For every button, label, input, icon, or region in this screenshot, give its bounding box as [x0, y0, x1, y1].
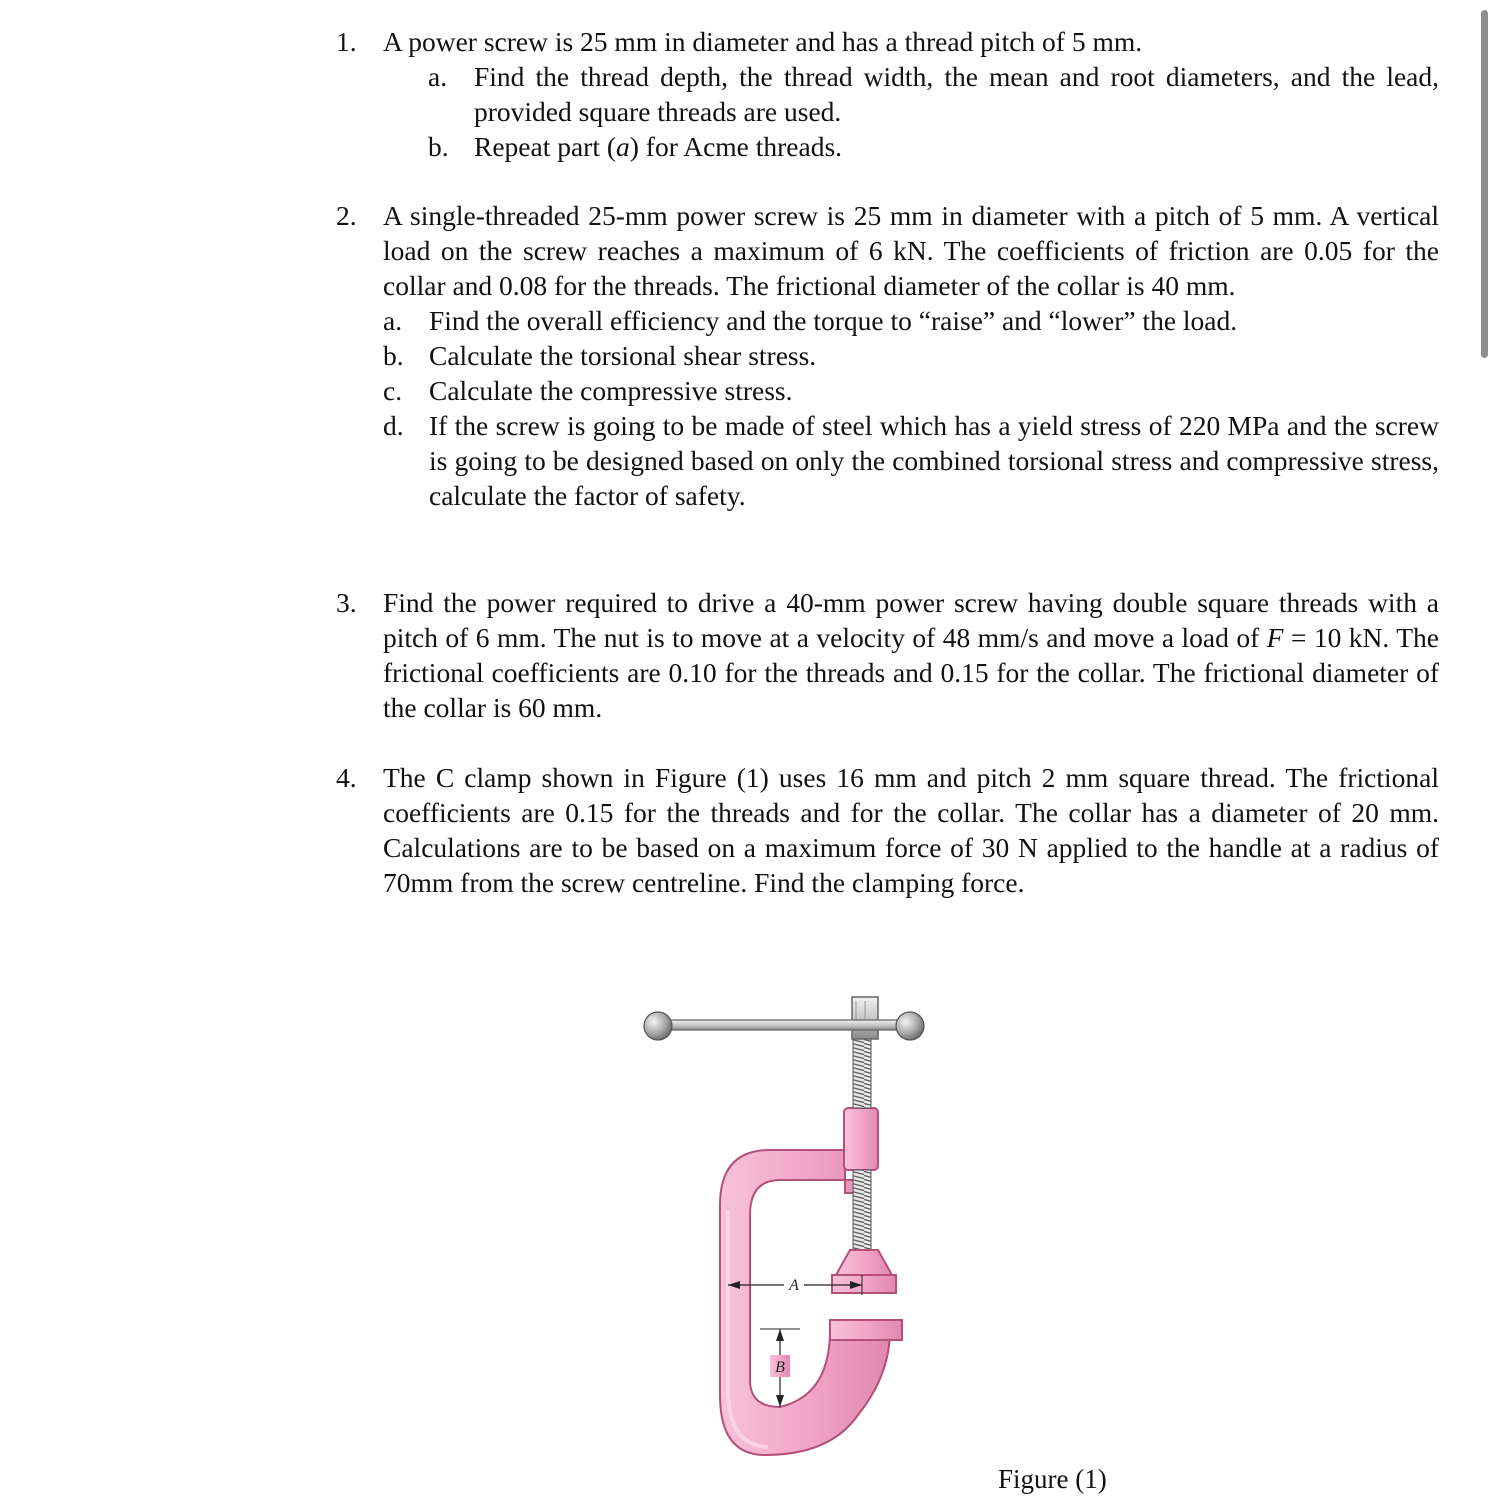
text-run: Find the power required to drive a 40-mm power screw having double square threads with a pitch of 6 mm. The nut is to move at a velocity of 48 mm/s and move a load of: [383, 587, 1439, 653]
question-part: [428, 129, 1439, 164]
text-run: = 10 kN. The frictional coefficients are 0.10 for the threads and 0.15 for the collar. The frictional diameter of the collar is 60 mm.: [383, 622, 1439, 723]
part-letter: a.: [383, 305, 403, 336]
scrollbar-thumb[interactable]: [1481, 10, 1488, 358]
question-number: 1.: [336, 26, 357, 57]
question-text: A power screw is 25 mm in diameter and has a thread pitch of 5 mm.: [383, 26, 1143, 57]
question-number: 4.: [336, 762, 357, 793]
clamp-handle: [662, 1020, 912, 1030]
question-4: [336, 760, 1439, 900]
question-part: [428, 59, 1439, 129]
italic-run: a: [616, 131, 630, 162]
question-text: [383, 585, 1439, 725]
clamp-swivel-pad: [836, 1250, 892, 1275]
part-letter: d.: [383, 410, 404, 441]
clamp-lower-jaw: [830, 1320, 902, 1340]
question-number: 2.: [336, 200, 357, 231]
question-part: [383, 408, 1439, 513]
text-run: Repeat part (: [474, 131, 617, 162]
text-run: ) for Acme threads.: [629, 131, 843, 162]
clamp-boss: [844, 1108, 878, 1170]
part-text: [474, 129, 1439, 164]
question-part: [383, 303, 1439, 338]
italic-run: F: [1266, 622, 1284, 653]
question-2: [336, 198, 1439, 513]
question-1: [336, 24, 1439, 164]
question-text: The C clamp shown in Figure (1) uses 16 mm and pitch 2 mm square thread. The frictional coefficients are 0.15 for the threads and for the collar. The collar has a diameter of 20 mm. Calculations are to be based on a maximum force of 30 N applied to the handle at a radius of 70mm from the screw centreline. Find the clamping force.: [383, 762, 1439, 898]
part-text: Find the thread depth, the thread width, the mean and root diameters, and the lead, provided square threads are used.: [474, 61, 1439, 127]
question-number: 3.: [336, 587, 357, 618]
part-text: If the screw is going to be made of steel which has a yield stress of 220 MPa and the screw is going to be designed based on only the combined torsional stress and compressive stress, calculate the factor of safety.: [429, 410, 1439, 511]
dimension-label-b: B: [775, 1359, 785, 1376]
question-3: [336, 585, 1439, 725]
c-clamp-illustration: [600, 975, 980, 1491]
question-part: [383, 338, 1439, 373]
part-text: Find the overall efficiency and the torque to “raise” and “lower” the load.: [429, 305, 1238, 336]
c-clamp-figure: [600, 975, 980, 1491]
dimension-label-a: A: [789, 1277, 799, 1294]
handle-ball-right: [896, 1012, 924, 1040]
question-text: A single-threaded 25-mm power screw is 25 mm in diameter with a pitch of 5 mm. A vertical load on the screw reaches a maximum of 6 kN. The coefficients of friction are 0.05 for the collar and 0.08 for the threads. The frictional diameter of the collar is 40 mm.: [383, 200, 1439, 301]
clamp-screw: [853, 1030, 871, 1108]
handle-ball-left: [644, 1012, 672, 1040]
part-letter: b.: [428, 131, 449, 162]
part-letter: b.: [383, 340, 404, 371]
vertical-scrollbar[interactable]: [1479, 0, 1491, 1491]
figure-caption: Figure (1): [998, 1464, 1107, 1494]
part-text: Calculate the torsional shear stress.: [429, 340, 817, 371]
part-letter: c.: [383, 375, 403, 406]
question-part: [383, 373, 1439, 408]
part-text: Calculate the compressive stress.: [429, 375, 793, 406]
part-letter: a.: [428, 61, 448, 92]
